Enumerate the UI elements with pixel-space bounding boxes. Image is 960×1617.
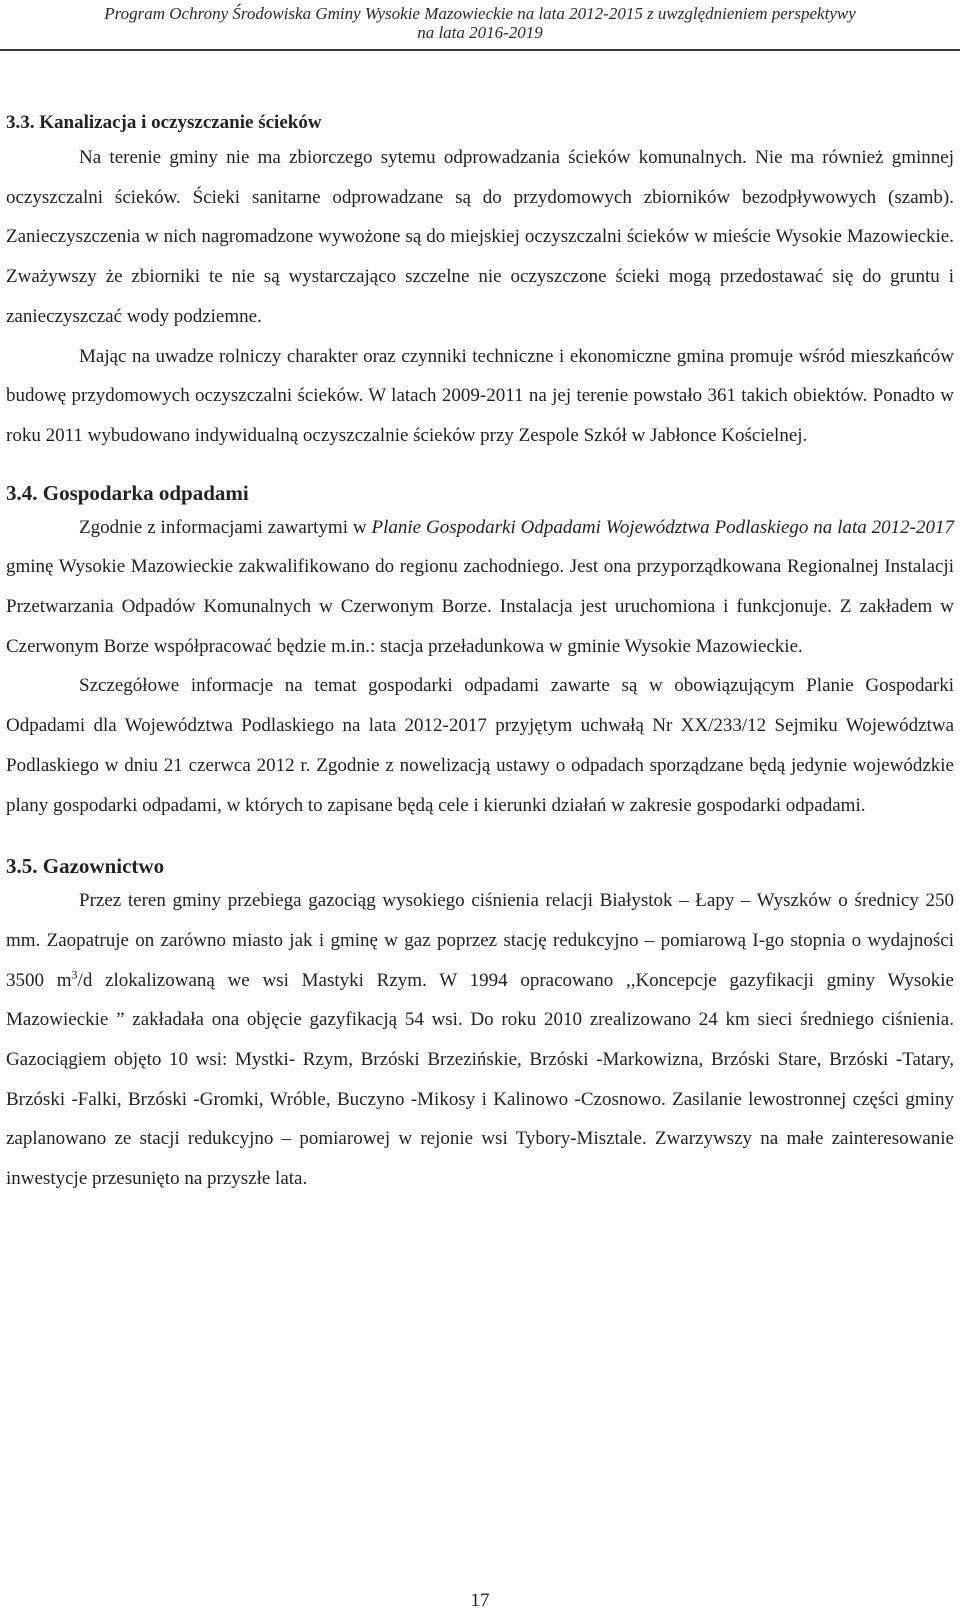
text-run: gminę Wysokie Mazowieckie zakwalifikowano do regionu zachodniego. Jest ona przyporządkowana Regionalnej Instalacji Przetwarzania Odpadów Komunalnych w Czerwonym Borze. Instalacja jest uruchomiona i funkcjonuje. Z zakładem w Czerwonym Borze współpracować będzie m.in.: stacja przeładunkowa w gminie Wysokie Mazowieckie. bbox=[6, 556, 954, 657]
paragraph-3-5-1 bbox=[6, 881, 954, 1199]
section-heading-3-3: 3.3. Kanalizacja i oczyszczanie ścieków bbox=[6, 112, 322, 133]
paragraph-3-3-2: Mając na uwadze rolniczy charakter oraz czynniki techniczne i ekonomiczne gmina promuje wśród mieszkańców budowę przydomowych oczyszczalni ścieków. W latach 2009-2011 na jej terenie powstało 361 takich obiektów. Ponadto w roku 2011 wybudowano indywidualną oczyszczalnie ścieków przy Zespole Szkół w Jabłonce Kościelnej. bbox=[6, 345, 954, 446]
section-heading-3-5: 3.5. Gazownictwo bbox=[6, 854, 165, 879]
header-divider bbox=[0, 49, 960, 51]
paragraph-3-3-1: Na terenie gminy nie ma zbiorczego sytemu odprowadzania ścieków komunalnych. Nie ma również gminnej oczyszczalni ścieków. Ścieki sanitarne odprowadzane są do przydomowych zbiorników bezodpływowych (szamb). Zanieczyszczenia w nich nagromadzone wywożone są do miejskiej oczyszczalni ścieków w mieście Wysokie Mazowieckie. Zważywszy że zbiorniki te nie są wystarczająco szczelne nie oczyszczone ścieki mogą przedostawać się do gruntu i zanieczyszczać wody podziemne. bbox=[6, 147, 954, 327]
header-line-2: na lata 2016-2019 bbox=[417, 23, 543, 42]
text-run: Przez teren gminy przebiega gazociąg wysokiego ciśnienia relacji Białystok – Łapy – Wyszków o średnicy 250 mm. Zaopatruje on zarówno miasto jak i gminę w gaz poprzez stację redukcyjno – pomiarową I-go stopnia o wydajności 3500 m bbox=[6, 890, 954, 991]
text-run: Zgodnie z informacjami zawartymi w bbox=[79, 516, 372, 538]
paragraph-3-4-2: Szczegółowe informacje na temat gospodarki odpadami zawarte są w obowiązującym Planie Gospodarki Odpadami dla Województwa Podlaskiego na lata 2012-2017 przyjętym uchwałą Nr XX/233/12 Sejmiku Województwa Podlaskiego w dniu 21 czerwca 2012 r. Zgodnie z nowelizacją ustawy o odpadach sporządzane będą jedynie wojewódzkie plany gospodarki odpadami, w których to zapisane będą cele i kierunki działań w zakresie gospodarki odpadami. bbox=[6, 675, 954, 816]
page-number: 17 bbox=[470, 1590, 490, 1611]
header-line-1: Program Ochrony Środowiska Gminy Wysokie Mazowieckie na lata 2012-2015 z uwzględnieniem perspektywy bbox=[104, 4, 856, 23]
section-heading-3-4: 3.4. Gospodarka odpadami bbox=[6, 480, 249, 505]
superscript: 3 bbox=[71, 967, 78, 982]
text-run: /d zlokalizowaną we wsi Mastyki Rzym. W 1994 opracowano ,,Koncepcje gazyfikacji gminy Wysokie Mazowieckie ” zakładała ona objęcie gazyfikacją 54 wsi. Do roku 2010 zrealizowano 24 km sieci średniego ciśnienia. Gazociągiem objęto 10 wsi: Mystki- Rzym, Brzóski Brzezińskie, Brzóski -Markowizna, Brzóski Stare, Brzóski -Tatary, Brzóski -Falki, Brzóski -Gromki, Wróble, Buczyno -Mikosy i Kalinowo -Czosnowo. Zasilanie lewostronnej części gminy zaplanowano ze stacji redukcyjno – pomiarowej w rejonie wsi Tybory-Misztale. Zwarzywszy na małe zainteresowanie inwestycje przesunięto na przyszłe lata. bbox=[6, 969, 954, 1190]
page-body bbox=[6, 108, 954, 1199]
plan-title-italic: Planie Gospodarki Odpadami Województwa Podlaskiego na lata 2012-2017 bbox=[371, 516, 954, 538]
paragraph-3-4-1 bbox=[6, 508, 954, 667]
